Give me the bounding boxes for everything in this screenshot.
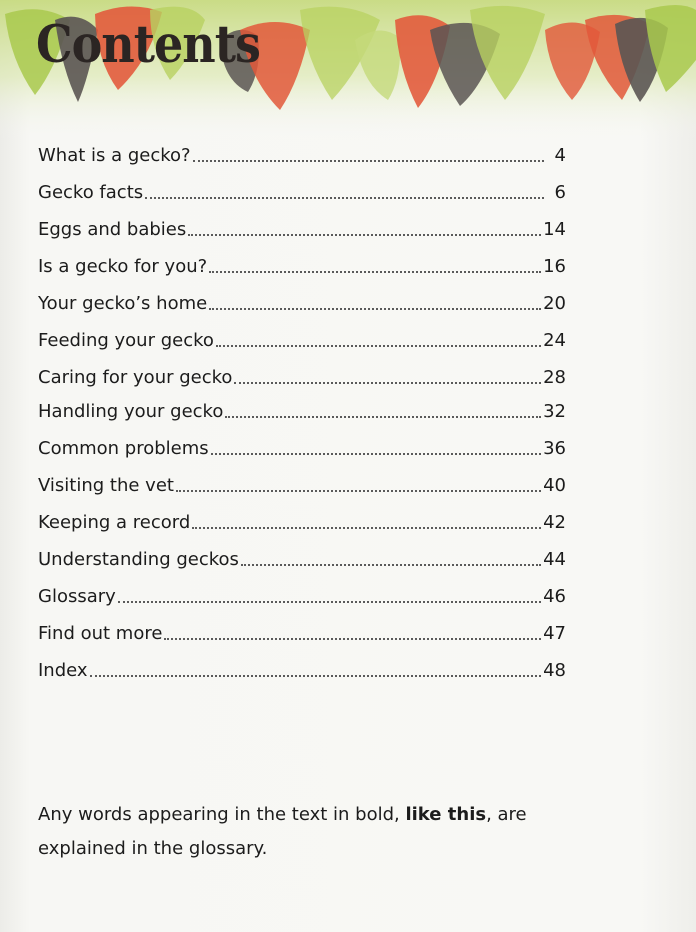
toc-page-number: 14 xyxy=(543,219,566,240)
toc-page-number: 47 xyxy=(543,623,566,644)
toc-label: Common problems xyxy=(38,438,209,459)
dot-leader xyxy=(188,234,541,236)
toc-label: Visiting the vet xyxy=(38,475,174,496)
toc-row xyxy=(38,546,566,572)
dot-leader xyxy=(176,490,541,492)
toc-row xyxy=(38,657,566,683)
dot-leader xyxy=(192,527,541,529)
toc-label: What is a gecko? xyxy=(38,145,191,166)
toc-label: Your gecko’s home xyxy=(38,293,208,314)
toc-row xyxy=(38,364,566,390)
dot-leader xyxy=(216,345,541,347)
glossary-note xyxy=(38,798,598,866)
dot-leader xyxy=(145,197,544,199)
dot-leader xyxy=(164,638,541,640)
toc-label: Gecko facts xyxy=(38,182,144,203)
toc-label: Glossary xyxy=(38,586,116,607)
toc-label: Feeding your gecko xyxy=(38,330,214,351)
toc-row xyxy=(38,583,566,609)
toc-label: Understanding geckos xyxy=(38,549,239,570)
note-bold-example: like this xyxy=(405,804,487,825)
toc-label: Keeping a record xyxy=(38,512,191,533)
toc-page-number: 4 xyxy=(554,145,566,166)
toc-label: Is a gecko for you? xyxy=(38,256,208,277)
dot-leader xyxy=(225,416,541,418)
toc-page-number: 42 xyxy=(543,512,566,533)
toc-page-number: 6 xyxy=(554,182,566,203)
toc-label: Index xyxy=(38,660,88,681)
page-title: Contents xyxy=(36,14,260,75)
toc-row xyxy=(38,398,566,424)
toc-label: Eggs and babies xyxy=(38,219,187,240)
toc-page-number: 46 xyxy=(543,586,566,607)
toc-row xyxy=(38,142,566,168)
toc-row xyxy=(38,435,566,461)
dot-leader xyxy=(234,382,541,384)
dot-leader xyxy=(90,675,542,677)
toc-page-number: 48 xyxy=(543,660,566,681)
toc-page-number: 20 xyxy=(543,293,566,314)
toc-page-number: 32 xyxy=(543,401,566,422)
toc-row xyxy=(38,216,566,242)
toc-row xyxy=(38,620,566,646)
toc-row xyxy=(38,472,566,498)
dot-leader xyxy=(209,271,541,273)
note-text-end: , are explained in the glossary. xyxy=(38,804,527,859)
toc-label: Handling your gecko xyxy=(38,401,224,422)
dot-leader xyxy=(241,564,541,566)
note-text: Any words appearing in the text in bold, xyxy=(38,804,406,825)
toc-label: Find out more xyxy=(38,623,163,644)
toc-page-number: 40 xyxy=(543,475,566,496)
toc-page-number: 24 xyxy=(543,330,566,351)
dot-leader xyxy=(193,160,544,162)
dot-leader xyxy=(118,601,541,603)
dot-leader xyxy=(209,308,541,310)
toc-row xyxy=(38,253,566,279)
toc-row xyxy=(38,509,566,535)
dot-leader xyxy=(211,453,541,455)
toc-row xyxy=(38,327,566,353)
toc-row xyxy=(38,290,566,316)
toc-page-number: 16 xyxy=(543,256,566,277)
toc-page-number: 44 xyxy=(543,549,566,570)
toc-page-number: 36 xyxy=(543,438,566,459)
toc-row xyxy=(38,179,566,205)
toc-page-number: 28 xyxy=(543,367,566,388)
toc-label: Caring for your gecko xyxy=(38,367,233,388)
